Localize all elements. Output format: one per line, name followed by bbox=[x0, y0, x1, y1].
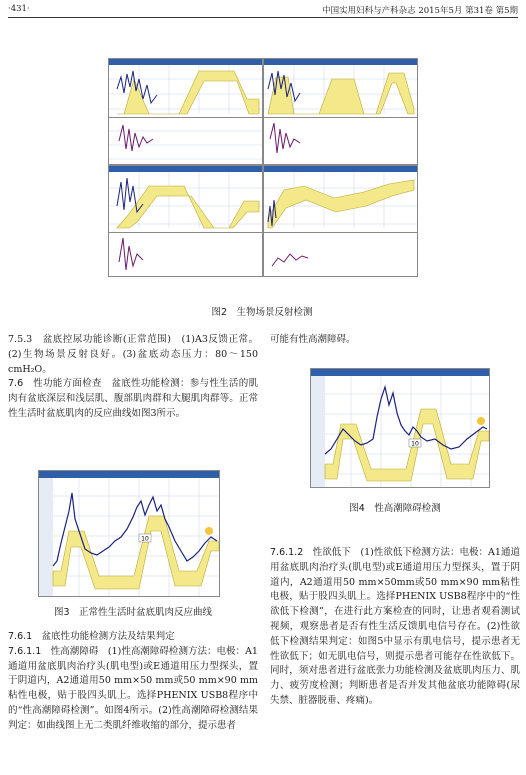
fig4-chart bbox=[310, 368, 490, 488]
left-text-top bbox=[8, 333, 258, 422]
heading-7-6-1: 7.6.1 盆底性功能检测方法及结果判定 bbox=[8, 631, 175, 642]
running-header bbox=[8, 4, 518, 18]
heading-7-6: 7.6 性功能方面检查 bbox=[8, 378, 102, 390]
journal-title: 中国实用妇科与产科杂志 2015年5月 第31卷 第5期 bbox=[322, 6, 518, 16]
header-rule bbox=[8, 17, 518, 18]
fig2-caption: 图2 生物场景反射检测 bbox=[211, 307, 313, 318]
fig3-marker-label: 10 bbox=[141, 535, 149, 543]
right-text-bottom bbox=[270, 546, 520, 709]
fig3-chart bbox=[38, 470, 220, 597]
paragraph-7-6: 盆底性功能检测：参与性生活的肌肉有盆底深层和浅层肌、腹部肌肉群和大腿肌肉群等。正常性生活时盆底肌肉的反应曲线如图3所示。 bbox=[8, 378, 258, 419]
right-text-top bbox=[270, 333, 520, 348]
paragraph-continued: 可能有性高潮障碍。 bbox=[270, 334, 356, 345]
heading-7-6-1-2: 7.6.1.2 性欲低下 bbox=[270, 547, 351, 558]
fig2-panel-1 bbox=[108, 58, 263, 165]
left-text-bottom bbox=[8, 630, 258, 734]
fig2-panel-2 bbox=[263, 58, 418, 165]
fig2-panel-3 bbox=[108, 165, 263, 277]
paragraph-7-6-1-2: (1)性欲低下检测方法：电极：A1通道用盆底肌肉治疗头(肌电型)或E通道用压力型探头，置于阴道内，A2通道用50 mm×50mm或50 mm×90 mm粘性电极，贴于股四头肌上。选择PHENIX USB8程序中的“性欲低下检测”，在进行此方案检查的同时，让患者观看测试视频，观察患者是否有性生活反馈肌电信号存在。(2)性欲低下检测结果判定：如图5中显示有肌电信号，提示患者无性欲低下；如无肌电信号，则提示患者可能存在性欲低下。同时，须对患者进行盆底张力功能检测及盆底肌肉压力、肌力、疲劳度检测；判断患者是否并发其他盆底功能障碍(尿失禁、脏器脱垂、疼痛)。 bbox=[270, 547, 520, 706]
fig2-panel-4 bbox=[263, 165, 418, 277]
heading-7-6-1-1: 7.6.1.1 性高潮障碍 bbox=[8, 645, 99, 657]
paragraph-7-6-1-1: (1)性高潮障碍检测方法：电极：A1通道用盆底肌肉治疗头(肌电型)或E通道用压力型探头，置于阴道内，A2通道用50 mm×50 mm或50 mm×90 mm粘性电极，贴于股四头肌上。选择PHENIX USB8程序中的“性高潮障碍检测”。如图4所示。(2)性高潮障碍检测结果判定：如曲线图上无二类肌纤维收缩的部分，提示患者 bbox=[8, 645, 258, 731]
page-number: ·431· bbox=[8, 4, 30, 14]
fig4-marker-label: 10 bbox=[411, 440, 419, 448]
fig3-caption: 图3 正常性生活时盆底肌肉反应曲线 bbox=[53, 607, 213, 618]
paragraph-7-5-3: 7.5.3 盆底控尿功能诊断(正常范围) (1)A3反馈正常。(2)生物场景反射良好。(3)盆底动态压力：80～150 cmH₂O。 bbox=[8, 334, 258, 375]
fig4-caption: 图4 性高潮障碍检测 bbox=[349, 503, 441, 514]
